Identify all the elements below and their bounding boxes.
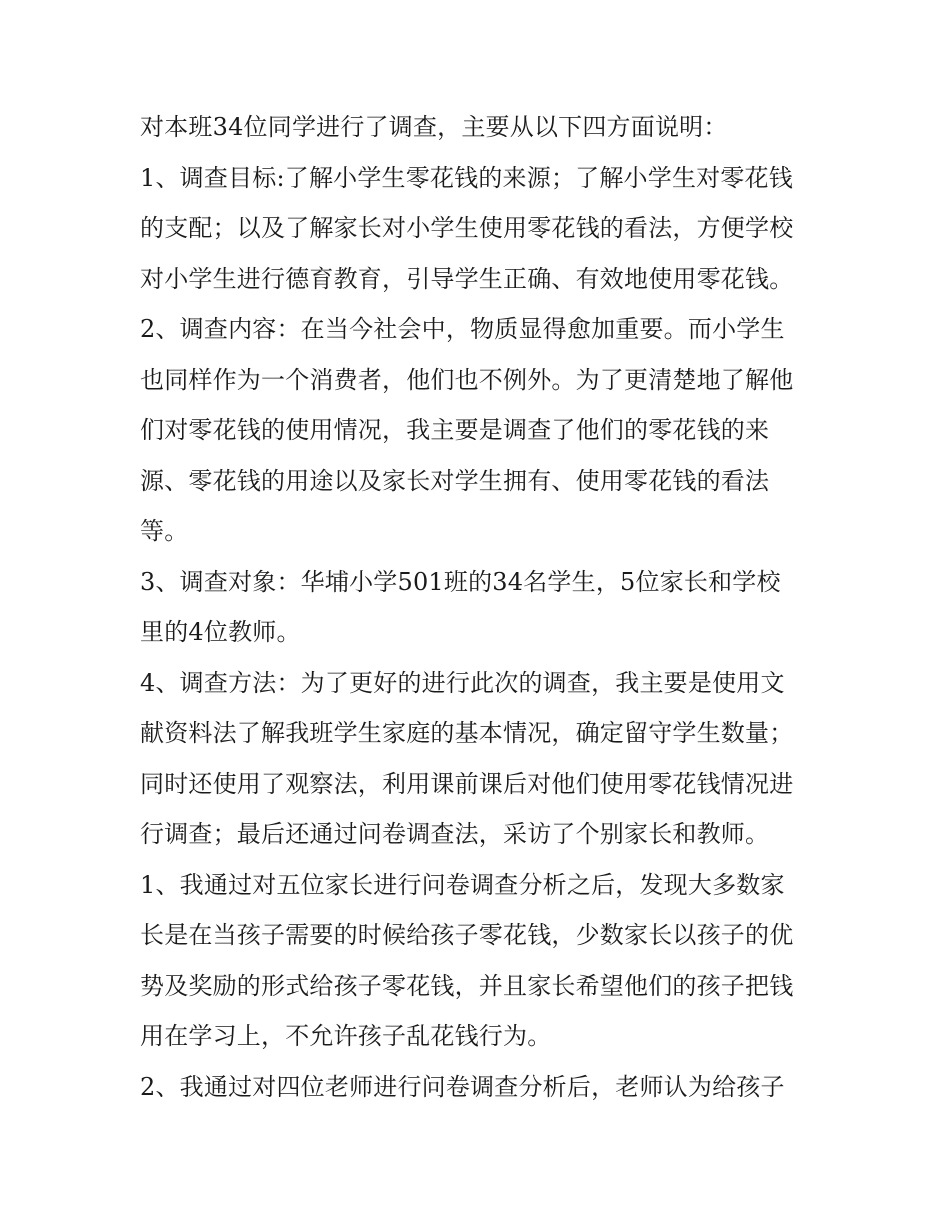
text-line: 里的4位教师。: [140, 618, 301, 646]
text-line: 势及奖励的形式给孩子零花钱，并且家长希望他们的孩子把钱: [140, 971, 794, 1000]
text-line: 用在学习上，不允许孩子乱花钱行为。: [140, 1022, 552, 1050]
text-line: 也同样作为一个消费者，他们也不例外。为了更清楚地了解他: [140, 365, 794, 394]
text-line: 对本班34位同学进行了调查，主要从以下四方面说明：: [140, 113, 728, 141]
text-line: 行调查；最后还通过问卷调查法，采访了个别家长和教师。: [140, 820, 770, 848]
text-line: 等。: [140, 517, 189, 545]
text-line: 1、调查目标:了解小学生零花钱的来源；了解小学生对零花钱: [140, 163, 793, 192]
text-line: 1、我通过对五位家长进行问卷调查分析之后，发现大多数家: [140, 870, 785, 899]
text-line: 对小学生进行德育教育，引导学生正确、有效地使用零花钱。: [140, 264, 794, 293]
text-line: 长是在当孩子需要的时候给孩子零花钱，少数家长以孩子的优: [140, 921, 794, 949]
document-body: [140, 102, 812, 1112]
text-line: 献资料法了解我班学生家庭的基本情况，确定留守学生数量；: [140, 719, 794, 747]
text-line: 的支配；以及了解家长对小学生使用零花钱的看法，方便学校: [140, 214, 794, 242]
text-line: 2、我通过对四位老师进行问卷调查分析后，老师认为给孩子: [140, 1072, 785, 1101]
text-line: 们对零花钱的使用情况，我主要是调查了他们的零花钱的来: [140, 416, 770, 444]
text-line: 4、调查方法：为了更好的进行此次的调查，我主要是使用文: [140, 668, 785, 697]
text-line: 3、调查对象：华埔小学501班的34名学生，5位家长和学校: [140, 567, 781, 596]
text-line: 同时还使用了观察法，利用课前课后对他们使用零花钱情况进: [140, 769, 794, 798]
text-line: 2、调查内容：在当今社会中，物质显得愈加重要。而小学生: [140, 315, 785, 343]
text-line: 源、零花钱的用途以及家长对学生拥有、使用零花钱的看法: [140, 466, 770, 495]
